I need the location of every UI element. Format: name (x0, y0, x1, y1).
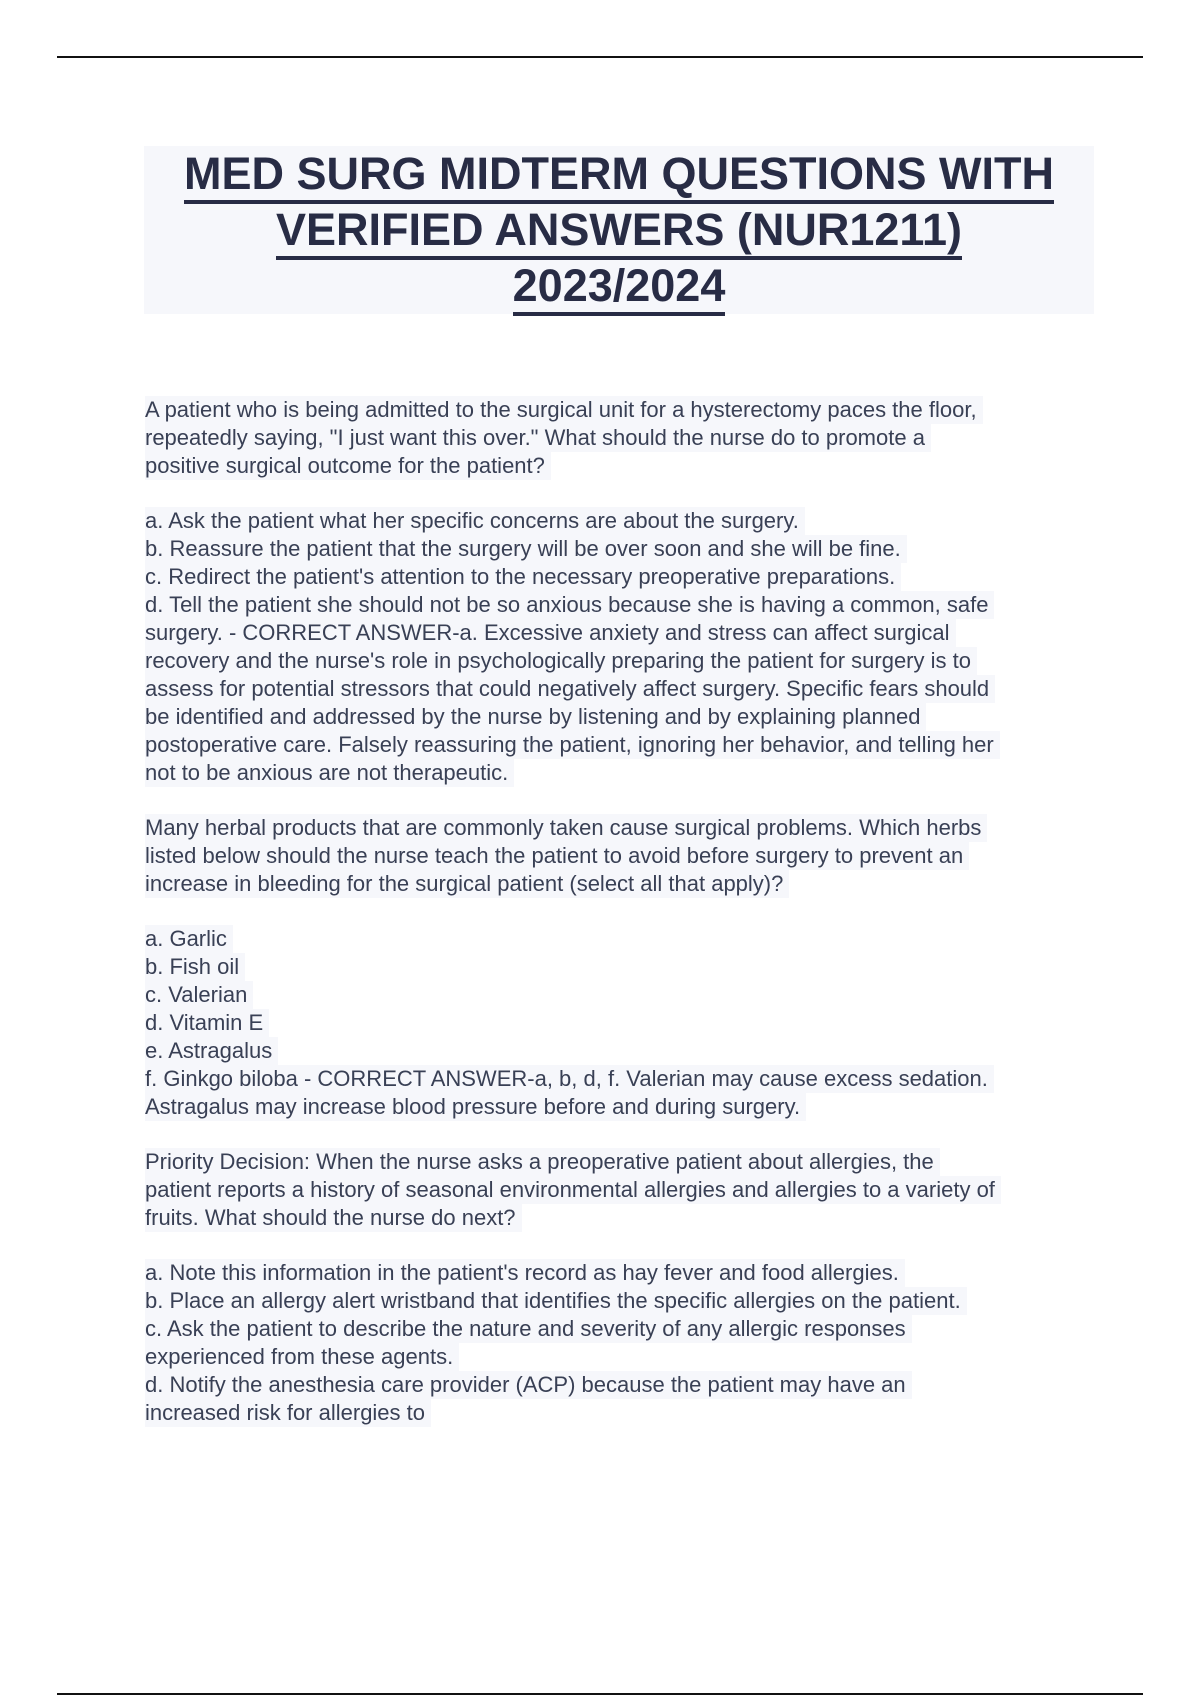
text-line: fruits. What should the nurse do next? (145, 1204, 522, 1232)
header-rule (57, 56, 1143, 58)
text-line: postoperative care. Falsely reassuring the patient, ignoring her behavior, and telling her (145, 731, 1000, 759)
footer-rule (57, 1693, 1143, 1695)
text-line: e. Astragalus (145, 1037, 278, 1065)
text-line: assess for potential stressors that could negatively affect surgery. Specific fears should (145, 675, 995, 703)
text-line: surgery. - CORRECT ANSWER-a. Excessive anxiety and stress can affect surgical (145, 619, 956, 647)
question-3-stem (145, 1148, 1085, 1232)
text-line: Many herbal products that are commonly taken cause surgical problems. Which herbs (145, 814, 987, 842)
text-line: increase in bleeding for the surgical patient (select all that apply)? (145, 870, 789, 898)
text-line: a. Ask the patient what her specific concerns are about the surgery. (145, 507, 805, 535)
title-line: MED SURG MIDTERM QUESTIONS WITH (144, 146, 1094, 202)
question-1-answers (145, 507, 1085, 787)
question-2-stem (145, 814, 1085, 898)
text-line: patient reports a history of seasonal environmental allergies and allergies to a variety of (145, 1176, 1001, 1204)
text-line: b. Fish oil (145, 953, 245, 981)
text-line: not to be anxious are not therapeutic. (145, 759, 514, 787)
text-line: Priority Decision: When the nurse asks a preoperative patient about allergies, the (145, 1148, 940, 1176)
question-2-answers (145, 925, 1085, 1121)
text-line: positive surgical outcome for the patient? (145, 452, 551, 480)
text-line: repeatedly saying, "I just want this over." What should the nurse do to promote a (145, 424, 931, 452)
question-3-answers (145, 1259, 1085, 1427)
document-body (145, 396, 1085, 1427)
text-line: d. Tell the patient she should not be so anxious because she is having a common, safe (145, 591, 994, 619)
text-line: f. Ginkgo biloba - CORRECT ANSWER-a, b, d, f. Valerian may cause excess sedation. (145, 1065, 994, 1093)
text-line: be identified and addressed by the nurse by listening and by explaining planned (145, 703, 926, 731)
text-line: c. Valerian (145, 981, 253, 1009)
text-line: Astragalus may increase blood pressure before and during surgery. (145, 1093, 806, 1121)
text-line: b. Place an allergy alert wristband that identifies the specific allergies on the patient. (145, 1287, 967, 1315)
text-line: d. Notify the anesthesia care provider (ACP) because the patient may have an (145, 1371, 912, 1399)
text-line: c. Redirect the patient's attention to the necessary preoperative preparations. (145, 563, 901, 591)
text-line: listed below should the nurse teach the patient to avoid before surgery to prevent an (145, 842, 969, 870)
question-1-stem (145, 396, 1085, 480)
text-line: a. Garlic (145, 925, 233, 953)
text-line: recovery and the nurse's role in psychologically preparing the patient for surgery is to (145, 647, 977, 675)
text-line: d. Vitamin E (145, 1009, 269, 1037)
text-line: A patient who is being admitted to the surgical unit for a hysterectomy paces the floor, (145, 396, 983, 424)
title-line: VERIFIED ANSWERS (NUR1211) (144, 202, 1094, 258)
text-line: a. Note this information in the patient's record as hay fever and food allergies. (145, 1259, 905, 1287)
document-title (144, 146, 1094, 314)
title-line: 2023/2024 (144, 258, 1094, 314)
text-line: experienced from these agents. (145, 1343, 459, 1371)
text-line: increased risk for allergies to (145, 1399, 431, 1427)
text-line: c. Ask the patient to describe the nature and severity of any allergic responses (145, 1315, 912, 1343)
text-line: b. Reassure the patient that the surgery will be over soon and she will be fine. (145, 535, 907, 563)
